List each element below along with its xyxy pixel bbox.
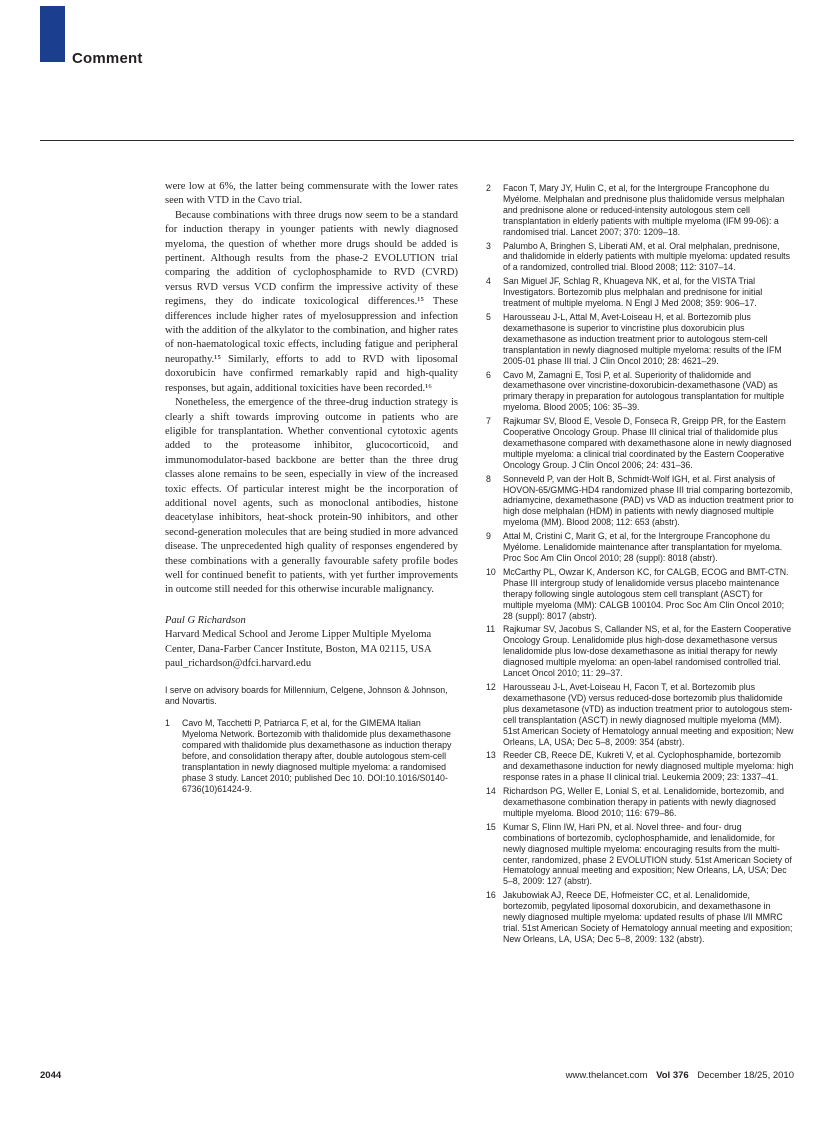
reference-text: Cavo M, Zamagni E, Tosi P, et al. Superiority of thalidomide and dexamethasone over vincristine-doxorubicin-dexamethasone (VAD) as primary therapy in preparation for autologous transplantation for multiple myeloma. Blood 2005; 106: 35–39. (503, 369, 785, 413)
reference-number: 10 (486, 566, 496, 577)
reference-text: Richardson PG, Weller E, Lonial S, et al. Lenalidomide, bortezomib, and dexamethasone combination therapy in patients with newly diagnosed multiple myeloma. Blood 2010; 116: 679–86. (503, 786, 784, 818)
body-paragraph: were low at 6%, the latter being commensurate with the lower rates seen with VTD in the Cavo trial. (165, 181, 458, 207)
body-paragraph: Because combinations with three drugs now seem to be a standard for induction therapy in younger patients with newly diagnosed myeloma, the question of whether more drugs should be added is pertinent. Although results from the phase-2 EVOLUTION trial comparing the addition of cyclophosphamide to RVD (CVRD) versus RVD versus VCD confirm the impressive activity of these regimens, they do indicate toxicological differences.¹⁵ These differences include higher rates of myelosuppression and infection with the addition of the alkylator to the combination, and higher rates of non-haematological toxic effects, including fatigue and peripheral neuropathy.¹⁵ Similarly, efforts to add to RVD with liposomal doxorubicin have confirmed remarkably rapid and high-quality responses, but again, additional toxicities have been recorded.¹⁶ (165, 209, 458, 394)
reference-text: San Miguel JF, Schlag R, Khuageva NK, et al, for the VISTA Trial Investigators. Bortezomib plus melphalan and prednisone for initial treatment of multiple myeloma. N Engl J Med 2008; 359: 906–17. (503, 276, 763, 309)
reference-number: 6 (486, 369, 491, 380)
reference-number: 9 (486, 531, 491, 542)
reference-text: Kumar S, Flinn IW, Hari PN, et al. Novel three- and four- drug combinations of bortezomib, cyclophosphamide, and lenalidomide, for newly diagnosed multiple myeloma: encouraging results from the multi-center, randomized, phase 2 EVOLUTION study. 51st American Society of Hematology annual meeting and exposition; New Orleans, LA, USA; Dec 5–8, 2009: 127 (abstr). (503, 821, 792, 887)
reference-item (486, 312, 795, 367)
reference-number: 5 (486, 311, 491, 322)
reference-text: Reeder CB, Reece DE, Kukreti V, et al. Cyclophosphamide, bortezomib and dexamethasone induction for newly diagnosed multiple myeloma: high response rates in a phase II clinical trial. Leukemia 2009; 23: 1337–41. (503, 750, 794, 783)
reference-text: Rajkumar SV, Blood E, Vesole D, Fonseca R, Greipp PR, for the Eastern Cooperative Oncology Group. Phase III clinical trial of thalidomide plus dexamethasone compared with dexamethasone alone in newly diagnosed multiple myeloma: a clinical trial coordinated by the Eastern Cooperative Oncology Group. J Clin Oncol 2006; 24: 431–36. (503, 416, 792, 470)
reference-item (165, 718, 458, 794)
section-heading: Comment (72, 50, 143, 67)
reference-item (486, 890, 795, 945)
page-footer (40, 1070, 794, 1081)
main-text-column (165, 180, 458, 798)
reference-text: Sonneveld P, van der Holt B, Schmidt-Wolf IGH, et al. First analysis of HOVON-65/GMMG-HD4 randomized phase III trial comparing bortezomib, adriamycine, dexamethasone (PAD) vs VAD as induction treatment prior to high dose melphalan (HDM) in patients with newly diagnosed multiple myeloma (MM). Blood 2008; 112: 653 (abstr). (503, 473, 794, 528)
author-name: Paul G Richardson (165, 614, 246, 626)
reference-item (486, 370, 795, 414)
reference-item (486, 822, 795, 887)
reference-text: Harousseau J-L, Avet-Loiseau H, Facon T, et al. Bortezomib plus dexamethasone (VD) versus reduced-dose bortezomib plus thalidomide plus dexametasone (vTD) as induction treatment prior to autologous stem-cell transplantation (ASCT) in newly diagnosed multiple myeloma (MM). 51st American Society of Hematology annual meeting and exposition; New Orleans, LA, USA; Dec 5–8, 2009: 354 (abstr). (503, 681, 794, 747)
footer-site-url: www.thelancet.com (565, 1070, 648, 1081)
header-rule (40, 140, 794, 141)
reference-item (486, 682, 795, 747)
reference-item (486, 183, 795, 238)
reference-item (486, 531, 795, 564)
reference-item (486, 416, 795, 471)
footer-volume: Vol 376 (656, 1070, 689, 1081)
reference-text: Palumbo A, Bringhen S, Liberati AM, et al. Oral melphalan, prednisone, and thalidomide in elderly patients with multiple myeloma: updated results of a randomized, controlled trial. Blood 2008; 112: 3107–14. (503, 240, 791, 273)
reference-item (486, 567, 795, 622)
reference-text: Harousseau J-L, Attal M, Avet-Loiseau H, et al. Bortezomib plus dexamethasone is superior to vincristine plus doxorubicin plus dexamethasone as induction treatment prior to autologous stem-cell transplantation in newly diagnosed multiple myeloma: results of the IFM 2005-01 phase III trial. J Clin Oncol 2010; 28: 4621–29. (503, 311, 782, 366)
page-number: 2044 (40, 1070, 62, 1081)
reference-number: 3 (486, 240, 491, 251)
author-affiliation: Harvard Medical School and Jerome Lipper Multiple Myeloma Center, Dana-Farber Cancer Institute, Boston, MA 02115, USA (165, 629, 432, 655)
reference-item (486, 750, 795, 783)
lancet-brand-bar (40, 6, 65, 62)
conflict-of-interest-statement: I serve on advisory boards for Millennium, Celgene, Johnson & Johnson, and Novartis. (165, 685, 448, 707)
reference-number: 14 (486, 786, 496, 797)
reference-number: 4 (486, 276, 491, 287)
reference-number: 13 (486, 750, 496, 761)
reference-number: 12 (486, 681, 496, 692)
reference-number: 15 (486, 821, 496, 832)
reference-text: Attal M, Cristini C, Marit G, et al, for the Intergroupe Francophone du Myélome. Lenalidomide maintenance after transplantation for myeloma. Proc Soc Am Clin Oncol 2010; 28 (suppl): 8018 (abstr). (503, 531, 783, 563)
reference-number: 16 (486, 890, 496, 901)
reference-text: Rajkumar SV, Jacobus S, Callander NS, et al, for the Eastern Cooperative Oncology Group. Lenalidomide plus high-dose dexamethasone versus lenalidomide plus low-dose dexamethasone as initial therapy for newly diagnosed multiple myeloma: an open-label randomised controlled trial. Lancet Oncol 2010; 11: 29–37. (503, 624, 792, 679)
reference-text: McCarthy PL, Owzar K, Anderson KC, for CALGB, ECOG and BMT-CTN. Phase III intergroup study of lenalidomide versus placebo maintenance therapy following single autologous stem cell transplant (ASCT) for multiple myeloma (MM): CALGB 100104. Proc Soc Am Clin Oncol 2010; 28 (suppl): 8017 (abstr). (503, 566, 789, 621)
reference-item (486, 241, 795, 274)
reference-text: Jakubowiak AJ, Reece DE, Hofmeister CC, et al. Lenalidomide, bortezomib, pegylated liposomal doxorubicin, and dexamethasone in newly diagnosed multiple myeloma: updated results of phase I/II MMRC trial. 51st American Society of Hematology annual meeting and exposition; New Orleans, LA, USA; Dec 5–8, 2009: 132 (abstr). (503, 890, 793, 944)
reference-item (486, 276, 795, 309)
reference-number: 1 (165, 718, 170, 729)
reference-text: Facon T, Mary JY, Hulin C, et al, for the Intergroupe Francophone du Myélome. Melphalan and prednisone plus thalidomide versus melphalan and prednisone alone or reduced-intensity autologous stem cell transplantation in elderly patients with multiple myeloma (IFM 99-06): a randomised trial. Lancet 2007; 370: 1209–18. (503, 183, 785, 237)
reference-item (486, 786, 795, 819)
author-email[interactable]: paul_richardson@dfci.harvard.edu (165, 658, 312, 669)
reference-text: Cavo M, Tacchetti P, Patriarca F, et al, for the GIMEMA Italian Myeloma Network. Bortezomib with thalidomide plus dexamethasone compared with thalidomide plus dexamethasone as induction therapy before, and consolidation therapy after, double autologous stem-cell transplantation in newly diagnosed multiple myeloma: a randomised phase 3 study. Lancet 2010; published Dec 10. DOI:10.1016/S0140-6736(10)61424-9. (182, 718, 452, 794)
reference-number: 7 (486, 416, 491, 427)
reference-number: 2 (486, 183, 491, 193)
footer-date: December 18/25, 2010 (697, 1070, 794, 1081)
reference-number: 11 (486, 624, 496, 635)
footer-issue-info (560, 1070, 794, 1081)
reference-number: 8 (486, 473, 491, 484)
body-paragraph: Nonetheless, the emergence of the three-drug induction strategy is clearly a shift towards improving outcome in patients who are eligible for transplantation. Whether conventional cytotoxic agents added to the proteasome inhibitor, glucocorticoid, and immunomodulator-based backbone are better than the three drug classes alone remains to be seen, especially in view of the increased toxic effects. Of particular interest might be the incorporation of additional novel agents, such as monoclonal antibodies, histone deacetylase inhibitors, heat-shock protein-90 inhibitors, and other second-generation molecules that are being studied in more advanced disease. The unprecedented high quality of responses engendered by these combinations with a generally favourable safety profile bodes well for continued benefit to patients, with yet further improvements in outcome still needed for this otherwise incurable malignancy. (165, 397, 458, 596)
references-column (486, 183, 795, 948)
reference-item (486, 624, 795, 679)
reference-item (486, 474, 795, 529)
